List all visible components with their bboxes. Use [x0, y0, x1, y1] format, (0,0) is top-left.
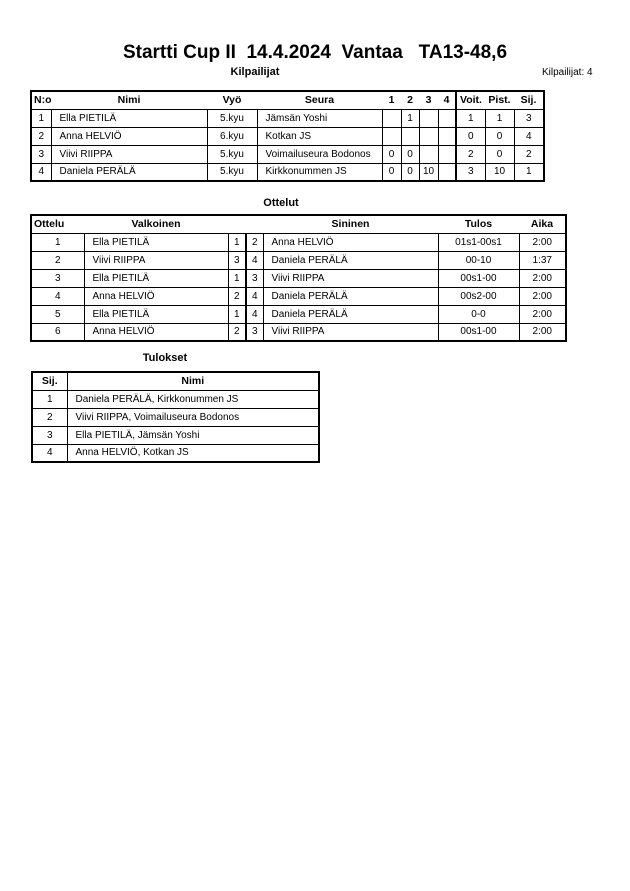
score-cell: 01s1-00s1 — [438, 233, 519, 251]
time-cell: 2:00 — [519, 269, 566, 287]
round1-cell: 0 — [382, 145, 401, 163]
competitor-row — [31, 145, 544, 163]
name-club-cell: Anna HELVIÖ, Kotkan JS — [67, 444, 319, 462]
white-name-cell: Ella PIETILÄ — [84, 269, 228, 287]
white-name-cell: Ella PIETILÄ — [84, 305, 228, 323]
no-cell: 4 — [31, 163, 51, 181]
competitors-table — [30, 90, 545, 182]
round2-cell: 1 — [401, 109, 419, 127]
points-cell: 1 — [485, 109, 514, 127]
rank-cell: 2 — [514, 145, 544, 163]
round3-cell — [419, 127, 438, 145]
time-cell: 2:00 — [519, 287, 566, 305]
round2-cell — [401, 127, 419, 145]
event-title: Startti Cup II 14.4.2024 Vantaa TA13-48,6 — [122, 42, 508, 63]
col-header-ottelu: Ottelu — [31, 215, 84, 233]
blue-name-cell: Anna HELVIÖ — [263, 233, 438, 251]
match-row — [31, 287, 566, 305]
col-header-pist: Pist. — [485, 91, 514, 109]
match-no-cell: 5 — [31, 305, 84, 323]
club-cell: Voimailuseura Bodonos — [257, 145, 382, 163]
result-row — [32, 444, 319, 462]
rank-cell: 1 — [32, 390, 67, 408]
blue-name-cell: Viivi RIIPPA — [263, 323, 438, 341]
name-cell: Daniela PERÄLÄ — [51, 163, 207, 181]
col-header-sij: Sij. — [32, 372, 67, 390]
match-no-cell: 4 — [31, 287, 84, 305]
time-cell: 2:00 — [519, 233, 566, 251]
round3-cell — [419, 109, 438, 127]
round4-cell — [438, 145, 456, 163]
white-name-cell: Anna HELVIÖ — [84, 323, 228, 341]
rank-cell: 3 — [32, 426, 67, 444]
match-row — [31, 269, 566, 287]
round1-cell — [382, 109, 401, 127]
score-cell: 00s2-00 — [438, 287, 519, 305]
round3-cell: 10 — [419, 163, 438, 181]
name-cell: Ella PIETILÄ — [51, 109, 207, 127]
col-header-round1: 1 — [382, 91, 401, 109]
blue-name-cell: Daniela PERÄLÄ — [263, 305, 438, 323]
blue-name-cell: Daniela PERÄLÄ — [263, 287, 438, 305]
wins-cell: 2 — [456, 145, 485, 163]
score-cell: 00s1-00 — [438, 323, 519, 341]
belt-cell: 6.kyu — [207, 127, 257, 145]
wins-cell: 0 — [456, 127, 485, 145]
white-name-cell: Viivi RIIPPA — [84, 251, 228, 269]
col-header-no: N:o — [31, 91, 51, 109]
match-row — [31, 251, 566, 269]
round2-cell: 0 — [401, 163, 419, 181]
time-cell: 2:00 — [519, 323, 566, 341]
white-no-cell: 2 — [228, 323, 246, 341]
col-header-vyo: Vyö — [207, 91, 257, 109]
result-row — [32, 390, 319, 408]
col-header-round4: 4 — [438, 91, 456, 109]
ottelut-section-heading: Ottelut — [263, 197, 299, 209]
col-header-valkoinen: Valkoinen — [84, 215, 228, 233]
blue-no-cell: 2 — [246, 233, 263, 251]
tulokset-section-heading: Tulokset — [142, 352, 188, 364]
col-header-seura: Seura — [257, 91, 382, 109]
col-header-round3: 3 — [419, 91, 438, 109]
results-header-row — [32, 372, 319, 390]
col-header-sij: Sij. — [514, 91, 544, 109]
matches-table — [30, 214, 567, 342]
round3-cell — [419, 145, 438, 163]
match-row — [31, 305, 566, 323]
belt-cell: 5.kyu — [207, 109, 257, 127]
col-header-sininen: Sininen — [263, 215, 438, 233]
rank-cell: 1 — [514, 163, 544, 181]
rank-cell: 4 — [32, 444, 67, 462]
match-no-cell: 1 — [31, 233, 84, 251]
col-header-nimi: Nimi — [51, 91, 207, 109]
no-cell: 3 — [31, 145, 51, 163]
blue-no-cell: 4 — [246, 287, 263, 305]
match-row — [31, 233, 566, 251]
rank-cell: 2 — [32, 408, 67, 426]
time-cell: 2:00 — [519, 305, 566, 323]
match-no-cell: 3 — [31, 269, 84, 287]
white-no-cell: 1 — [228, 269, 246, 287]
club-cell: Kotkan JS — [257, 127, 382, 145]
white-no-cell: 3 — [228, 251, 246, 269]
blue-no-cell: 3 — [246, 269, 263, 287]
score-cell: 00-10 — [438, 251, 519, 269]
match-no-cell: 6 — [31, 323, 84, 341]
round1-cell: 0 — [382, 163, 401, 181]
time-cell: 1:37 — [519, 251, 566, 269]
col-header-voit: Voit. — [456, 91, 485, 109]
competitor-row — [31, 127, 544, 145]
points-cell: 10 — [485, 163, 514, 181]
white-no-cell: 1 — [228, 305, 246, 323]
blue-no-cell: 4 — [246, 305, 263, 323]
name-club-cell: Ella PIETILÄ, Jämsän Yoshi — [67, 426, 319, 444]
belt-cell: 5.kyu — [207, 163, 257, 181]
col-header-blue-no — [246, 215, 263, 233]
name-cell: Anna HELVIÖ — [51, 127, 207, 145]
points-cell: 0 — [485, 127, 514, 145]
round4-cell — [438, 163, 456, 181]
competitor-count-label: Kilpailijat: 4 — [542, 67, 593, 78]
white-no-cell: 2 — [228, 287, 246, 305]
white-name-cell: Anna HELVIÖ — [84, 287, 228, 305]
club-cell: Jämsän Yoshi — [257, 109, 382, 127]
round4-cell — [438, 127, 456, 145]
col-header-nimi: Nimi — [67, 372, 319, 390]
points-cell: 0 — [485, 145, 514, 163]
col-header-tulos: Tulos — [438, 215, 519, 233]
final-results-table — [31, 371, 320, 463]
blue-no-cell: 3 — [246, 323, 263, 341]
wins-cell: 3 — [456, 163, 485, 181]
col-header-aika: Aika — [519, 215, 566, 233]
name-club-cell: Viivi RIIPPA, Voimailuseura Bodonos — [67, 408, 319, 426]
blue-name-cell: Daniela PERÄLÄ — [263, 251, 438, 269]
rank-cell: 4 — [514, 127, 544, 145]
belt-cell: 5.kyu — [207, 145, 257, 163]
col-header-round2: 2 — [401, 91, 419, 109]
competitor-row — [31, 163, 544, 181]
round4-cell — [438, 109, 456, 127]
result-row — [32, 426, 319, 444]
col-header-white-no — [228, 215, 246, 233]
kilpailijat-section-heading: Kilpailijat — [230, 66, 280, 78]
name-club-cell: Daniela PERÄLÄ, Kirkkonummen JS — [67, 390, 319, 408]
matches-header-row — [31, 215, 566, 233]
wins-cell: 1 — [456, 109, 485, 127]
competitor-row — [31, 109, 544, 127]
name-cell: Viivi RIIPPA — [51, 145, 207, 163]
white-no-cell: 1 — [228, 233, 246, 251]
competitors-header-row — [31, 91, 544, 109]
round1-cell — [382, 127, 401, 145]
score-cell: 00s1-00 — [438, 269, 519, 287]
blue-no-cell: 4 — [246, 251, 263, 269]
result-row — [32, 408, 319, 426]
rank-cell: 3 — [514, 109, 544, 127]
score-cell: 0-0 — [438, 305, 519, 323]
no-cell: 1 — [31, 109, 51, 127]
match-row — [31, 323, 566, 341]
round2-cell: 0 — [401, 145, 419, 163]
no-cell: 2 — [31, 127, 51, 145]
club-cell: Kirkkonummen JS — [257, 163, 382, 181]
blue-name-cell: Viivi RIIPPA — [263, 269, 438, 287]
match-no-cell: 2 — [31, 251, 84, 269]
white-name-cell: Ella PIETILÄ — [84, 233, 228, 251]
